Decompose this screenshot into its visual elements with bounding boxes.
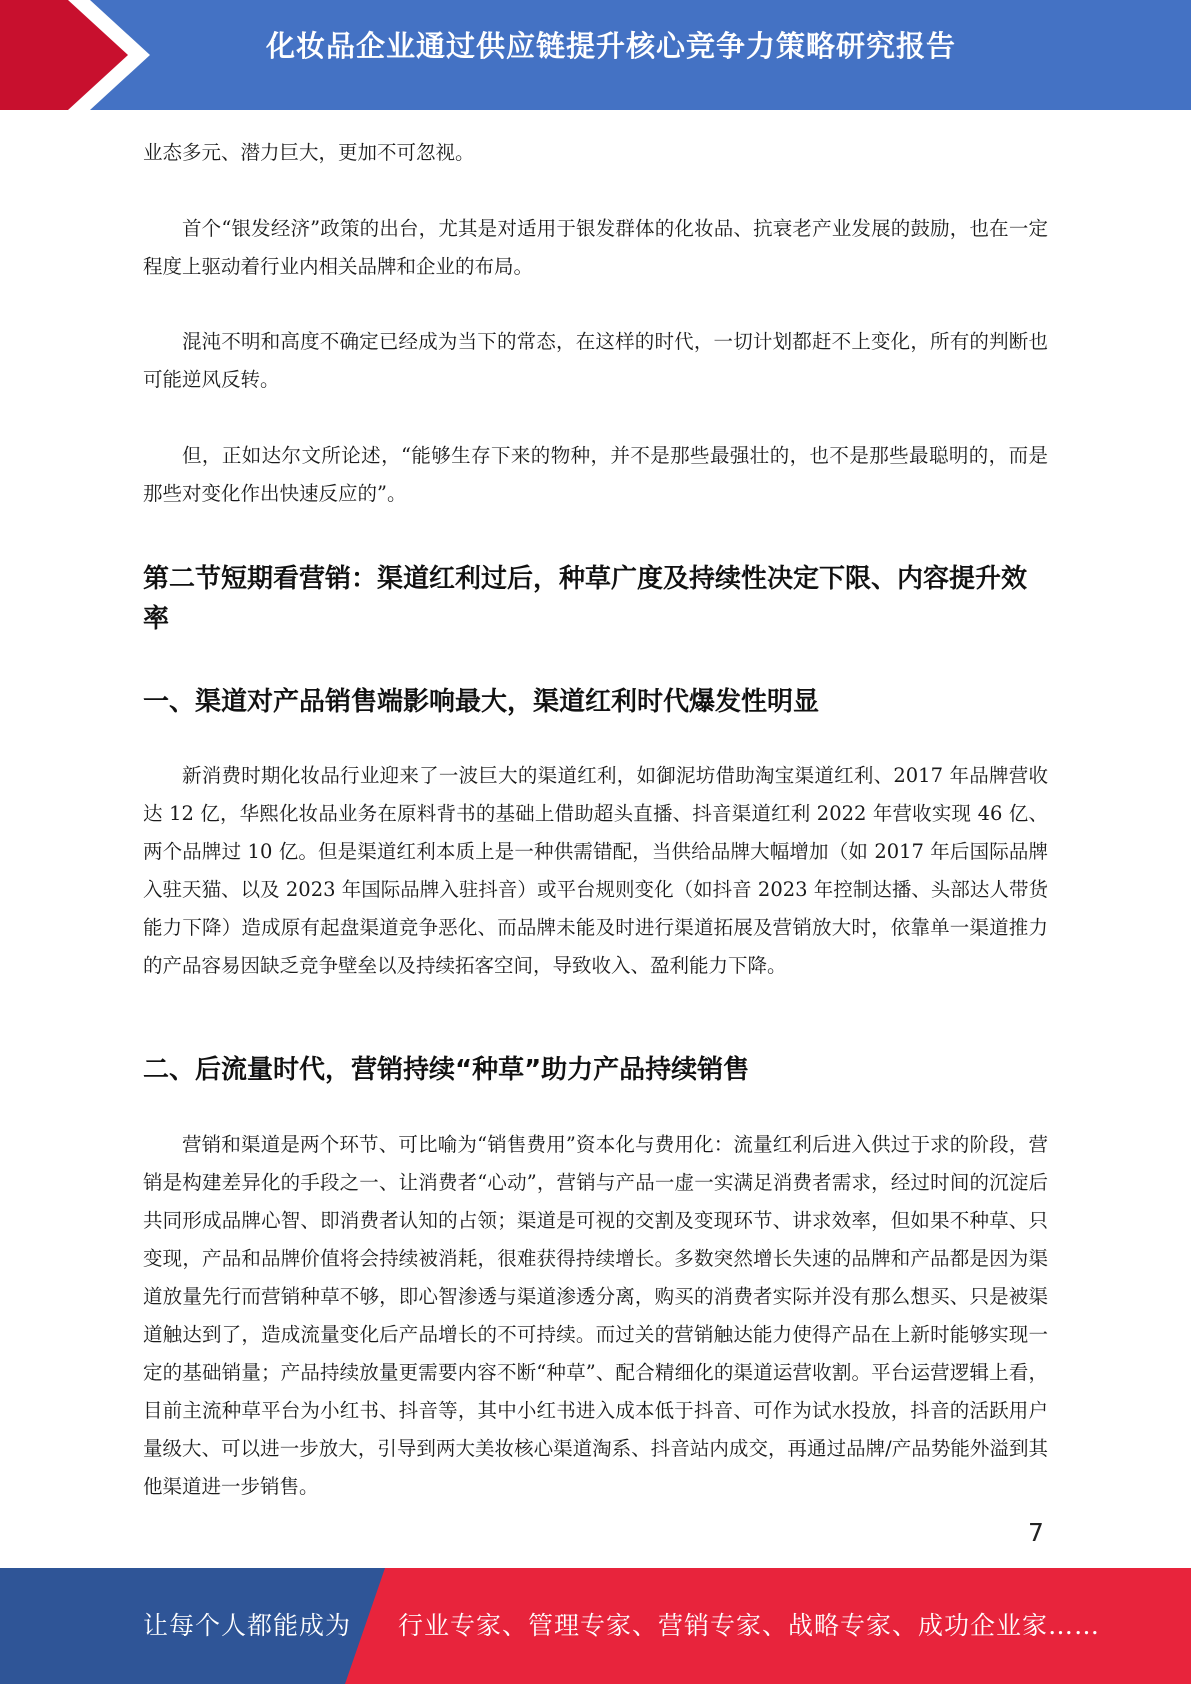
section-title: 第二节短期看营销：渠道红利过后，种草广度及持续性决定下限、内容提升效率	[143, 564, 1028, 634]
page-footer	[0, 1568, 1191, 1684]
footer-slogan-right: 行业专家、管理专家、营销专家、战略专家、成功企业家……	[398, 1611, 1101, 1640]
subsection-heading: 二、后流量时代，营销持续“种草”助力产品持续销售	[143, 1055, 750, 1085]
page-header	[0, 0, 1191, 110]
paragraph: 新消费时期化妆品行业迎来了一波巨大的渠道红利，如御泥坊借助淘宝渠道红利、2017 年品牌营收达 12 亿，华熙化妆品业务在原料背书的基础上借助超头直播、抖音渠道红利 2022 年营收实现 46 亿、两个品牌过 10 亿。但是渠道红利本质上是一种供需错配，当供给品牌大幅增加（如 2017 年后国际品牌入驻天猫、以及 2023 年国际品牌入驻抖音）或平台规则变化（如抖音 2023 年控制达播、头部达人带货能力下降）造成原有起盘渠道竞争恶化、而品牌未能及时进行渠道拓展及营销放大时，依靠单一渠道推力的产品容易因缺乏竞争壁垒以及持续拓客空间，导致收入、盈利能力下降。	[143, 764, 1048, 977]
subsection-heading: 一、渠道对产品销售端影响最大，渠道红利时代爆发性明显	[143, 687, 820, 717]
footer-slogan-left: 让每个人都能成为	[143, 1611, 352, 1640]
page-number: 7	[1028, 1518, 1044, 1547]
paragraph: 首个“银发经济”政策的出台，尤其是对适用于银发群体的化妆品、抗衰老产业发展的鼓励，也在一定程度上驱动着行业内相关品牌和企业的布局。	[143, 217, 1048, 278]
paragraph: 业态多元、潜力巨大，更加不可忽视。	[143, 141, 475, 164]
paragraph: 但，正如达尔文所论述，“能够生存下来的物种，并不是那些最强壮的，也不是那些最聪明的，而是那些对变化作出快速反应的”。	[143, 444, 1048, 505]
report-title: 化妆品企业通过供应链提升核心竞争力策略研究报告	[266, 29, 957, 63]
paragraph: 混沌不明和高度不确定已经成为当下的常态，在这样的时代，一切计划都赶不上变化，所有的判断也可能逆风反转。	[143, 330, 1048, 391]
paragraph: 营销和渠道是两个环节、可比喻为“销售费用”资本化与费用化：流量红利后进入供过于求的阶段，营销是构建差异化的手段之一、让消费者“心动”，营销与产品一虚一实满足消费者需求，经过时间的沉淀后共同形成品牌心智、即消费者认知的占领；渠道是可视的交割及变现环节、讲求效率，但如果不种草、只变现，产品和品牌价值将会持续被消耗，很难获得持续增长。多数突然增长失速的品牌和产品都是因为渠道放量先行而营销种草不够，即心智渗透与渠道渗透分离，购买的消费者实际并没有那么想买、只是被渠道触达到了，造成流量变化后产品增长的不可持续。而过关的营销触达能力使得产品在上新时能够实现一定的基础销量；产品持续放量更需要内容不断“种草”、配合精细化的渠道运营收割。平台运营逻辑上看，目前主流种草平台为小红书、抖音等，其中小红书进入成本低于抖音、可作为试水投放，抖音的活跃用户量级大、可以进一步放大，引导到两大美妆核心渠道淘系、抖音站内成交，再通过品牌/产品势能外溢到其他渠道进一步销售。	[143, 1133, 1048, 1498]
